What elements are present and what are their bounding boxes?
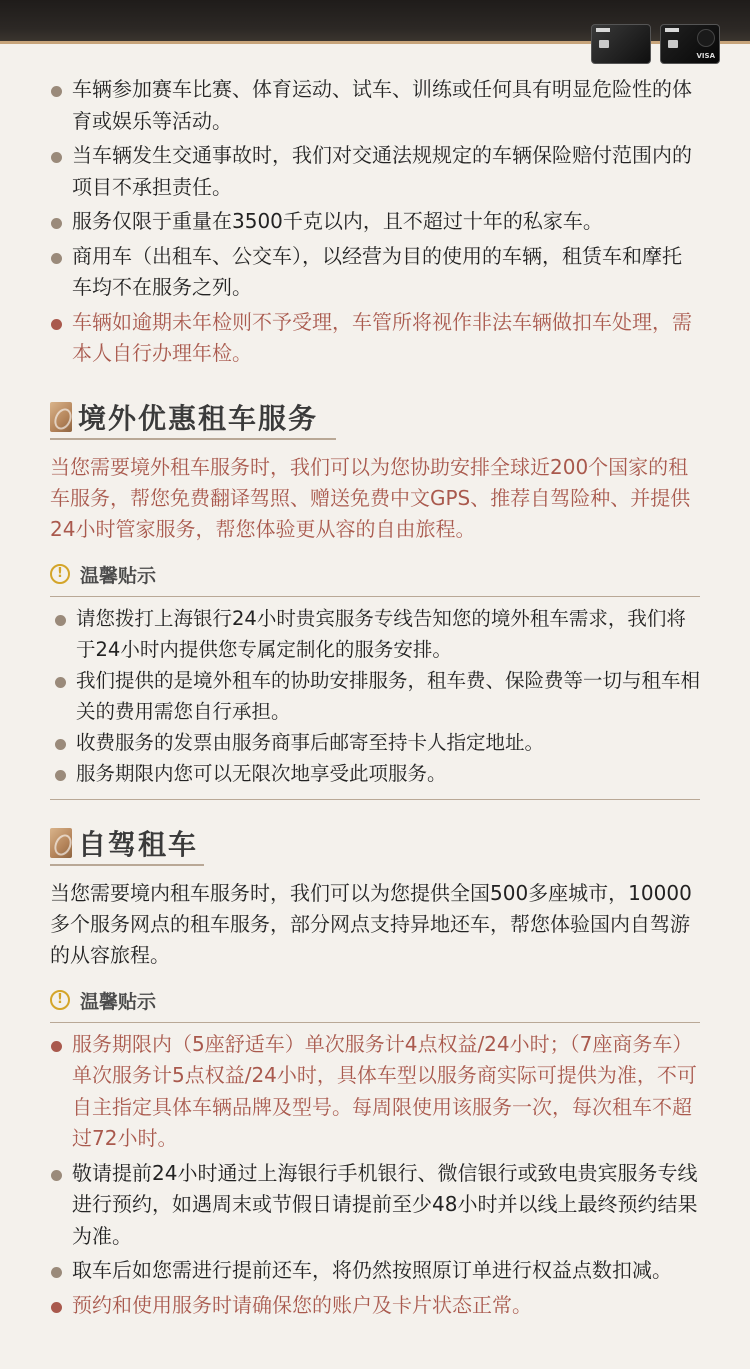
list-item: 收费服务的发票由服务商事后邮寄至持卡人指定地址。	[50, 727, 700, 758]
list-item-highlight: 车辆如逾期未年检则不予受理，车管所将视作非法车辆做扣车处理，需本人自行办理年检。	[50, 307, 700, 370]
exclusion-list	[50, 74, 700, 370]
card-chip-icon	[599, 40, 609, 48]
bank-card-visa-image	[660, 24, 720, 64]
header-banner	[0, 0, 750, 60]
section-title-self-drive	[50, 826, 204, 866]
list-item: 取车后如您需进行提前还车，将仍然按照原订单进行权益点数扣减。	[50, 1255, 700, 1287]
list-item: 服务期限内您可以无限次地享受此项服务。	[50, 758, 700, 789]
section-divider	[50, 799, 700, 800]
gold-leaf-icon	[50, 402, 72, 432]
list-item-highlight: 预约和使用服务时请确保您的账户及卡片状态正常。	[50, 1290, 700, 1322]
tips-header-overseas	[50, 561, 700, 597]
card-chip-icon	[668, 40, 678, 48]
overseas-tips-list	[50, 603, 700, 789]
bank-logo-icon	[665, 28, 679, 32]
list-item: 请您拨打上海银行24小时贵宾服务专线告知您的境外租车需求，我们将于24小时内提供您专属定制化的服务安排。	[50, 603, 700, 665]
card-emblem-icon	[697, 29, 715, 47]
main-content	[50, 74, 700, 1324]
list-item: 服务仅限于重量在3500千克以内，且不超过十年的私家车。	[50, 206, 700, 238]
exclamation-circle-icon: !	[50, 990, 70, 1010]
list-item: 敬请提前24小时通过上海银行手机银行、微信银行或致电贵宾服务专线进行预约，如遇周末或节假日请提前至少48小时并以线上最终预约结果为准。	[50, 1158, 700, 1253]
tips-label: 温馨贴示	[80, 990, 157, 1013]
self-drive-description: 当您需要境内租车服务时，我们可以为您提供全国500多座城市，10000多个服务网点的租车服务，部分网点支持异地还车，帮您体验国内自驾游的从容旅程。	[50, 880, 692, 967]
tips-header-self-drive	[50, 987, 700, 1023]
list-item-highlight: 服务期限内（5座舒适车）单次服务计4点权益/24小时；（7座商务车）单次服务计5点权益/24小时，具体车型以服务商实际可提供为准，不可自主指定具体车辆品牌及型号。每周限使用该服务一次，每次租车不超过72小时。	[50, 1029, 700, 1155]
list-item: 我们提供的是境外租车的协助安排服务，租车费、保险费等一切与租车相关的费用需您自行承担。	[50, 665, 700, 727]
section-title-text: 自驾租车	[78, 827, 199, 861]
visa-brand-label: VISA	[696, 52, 715, 60]
section-title-overseas	[50, 400, 336, 440]
self-drive-tips-list	[50, 1029, 700, 1322]
section-title-text: 境外优惠租车服务	[78, 401, 319, 435]
bank-card-image	[591, 24, 651, 64]
list-item: 商用车（出租车、公交车），以经营为目的使用的车辆，租赁车和摩托车均不在服务之列。	[50, 241, 700, 304]
bank-logo-icon	[596, 28, 610, 32]
overseas-description: 当您需要境外租车服务时，我们可以为您协助安排全球近200个国家的租车服务，帮您免费翻译驾照、赠送免费中文GPS、推荐自驾险种、并提供24小时管家服务，帮您体验更从容的自由旅程。	[50, 454, 691, 541]
list-item: 车辆参加赛车比赛、体育运动、试车、训练或任何具有明显危险性的体育或娱乐等活动。	[50, 74, 700, 137]
tips-label: 温馨贴示	[80, 564, 157, 587]
exclamation-circle-icon: !	[50, 564, 70, 584]
list-item: 当车辆发生交通事故时，我们对交通法规规定的车辆保险赔付范围内的项目不承担责任。	[50, 140, 700, 203]
gold-leaf-icon	[50, 828, 72, 858]
